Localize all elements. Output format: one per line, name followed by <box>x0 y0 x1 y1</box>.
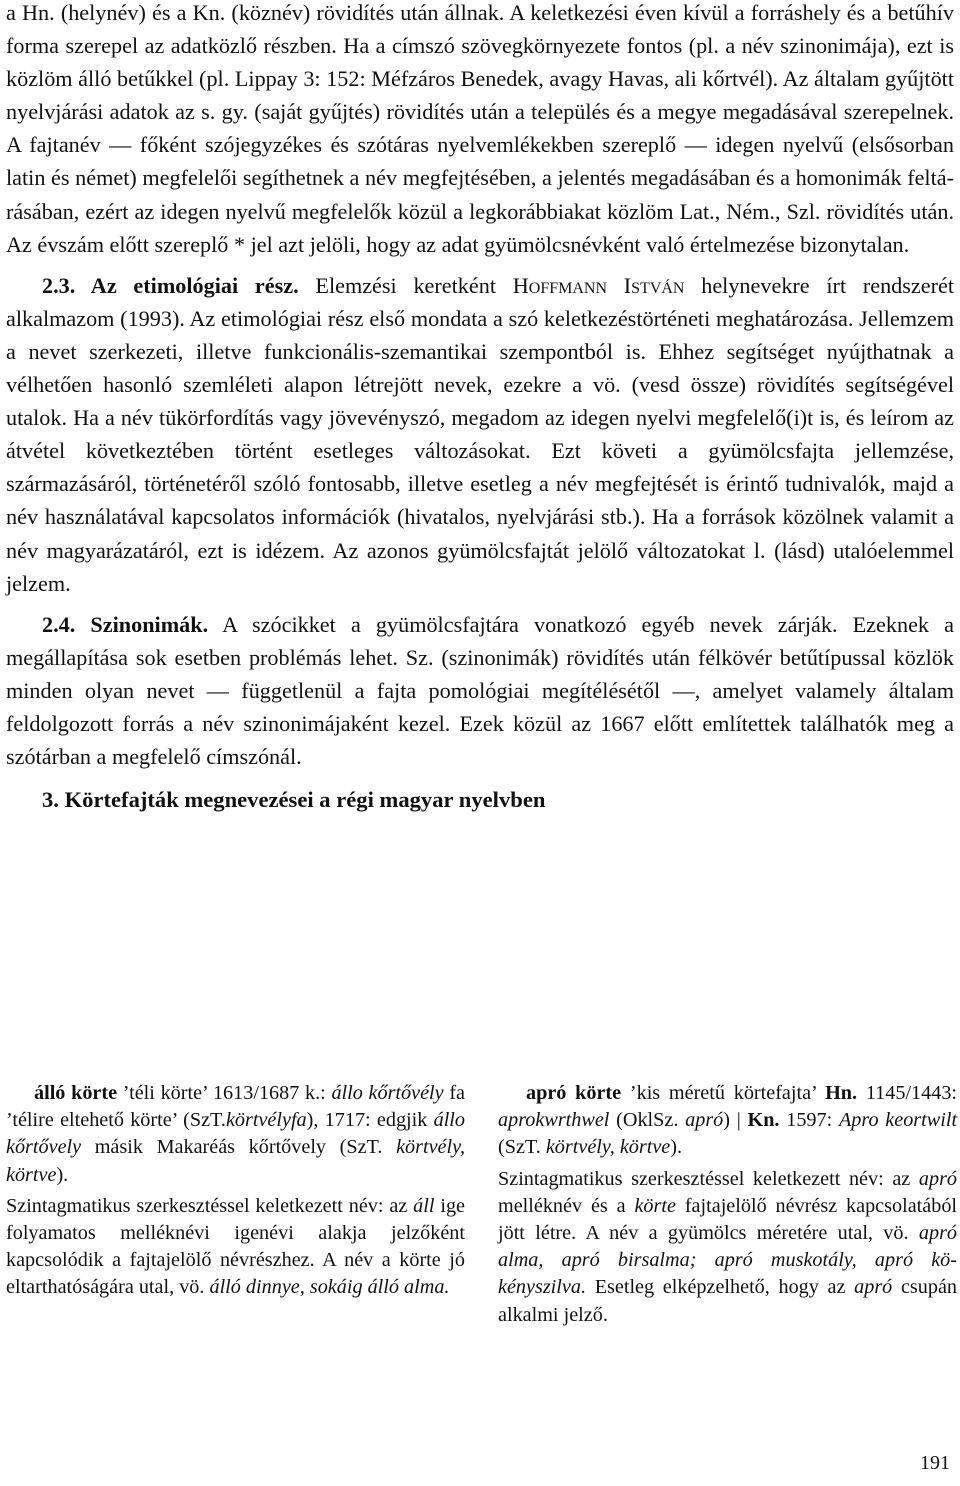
entry-text: ’kis méretű körtefajta’ <box>629 1082 817 1104</box>
entry-text: másik Makaréás kőrtővely (SzT. <box>94 1136 383 1159</box>
entry-allo-korte <box>6 1080 465 1189</box>
entry-text: (OklSz. <box>616 1109 679 1132</box>
entry-text: (SzT. <box>498 1136 541 1159</box>
section-2-4 <box>6 608 954 773</box>
entry-citation: állo kőrtővely <box>6 1109 466 1159</box>
section-2-3-label: 2.3. Az etimológiai rész. <box>42 272 299 298</box>
intro-text-a: a Hn. (helynév) és a Kn. (köznév) rövidítés után állnak. A keletkezési éven kívül a forráshely és a betűhív forma szerepel az adatközlő részben. Ha a címszó szövegkörnyezete fontos (pl. a név szinonimája), ezt is közlöm álló betűkkel (pl. Lippay 3: 152: Méfzáros Benedek, avagy Havas, ali kőrtvél). Az általam gyűjtött nyelvjárási adatok az s. gy. (saját gyűjtés) rövidítés után a település és a megye megadásával szerepelnek. <box>6 0 954 125</box>
etymology-example: körte <box>634 1194 676 1217</box>
headword-allo-korte: álló körte <box>34 1082 118 1104</box>
page-body <box>6 0 954 815</box>
entry-apro-korte <box>498 1080 957 1162</box>
abbr-kn: Kn. <box>747 1109 780 1132</box>
section-3-title: 3. Körtefajták megnevezései a régi magyar nyelvben <box>42 787 546 813</box>
entry-citation: körtvélyfa <box>225 1109 307 1132</box>
right-column <box>498 1080 957 1329</box>
page-number: 191 <box>920 1452 950 1474</box>
author-name: Hoffmann István <box>512 272 685 298</box>
intro-paragraph <box>6 0 954 261</box>
section-2-3 <box>6 269 954 600</box>
entry-citation: Apro keortwilt <box>838 1109 958 1132</box>
etymology-example: apró <box>918 1167 958 1190</box>
intro-text-b: A fajtanév — főként szójegyzékes és szótáras nyelvemlékekben szereplő — idegen nyelvű (elsősorban latin és német) megfelelői segíthetnek a név megfejtésében, a jelentés megadásában és a homonimák feltárásában, ezért az idegen nyelvű megfelelők közül a legkorábbiakat közlöm Lat., Ném., Szl. rövidítés után. Az évszám előtt szereplő * jel azt jelöli, hogy az adat gyümölcsnévként való értelmezése bizonytalan. <box>6 132 954 257</box>
abbr-hn: Hn. <box>825 1082 858 1104</box>
etymology-text: Szintagmatikus szerkesztéssel keletkezett név: az <box>498 1167 911 1190</box>
etymology-allo-korte <box>6 1193 465 1302</box>
etymology-text: Esetleg elképzelhető, hogy az <box>594 1276 846 1299</box>
entry-text: fa ’télire eltehető körte’ (SzT. <box>6 1082 466 1132</box>
entry-text: ) | <box>723 1109 741 1132</box>
etymology-example: apró <box>854 1276 893 1299</box>
left-column <box>6 1080 465 1302</box>
section-2-3-text-a: Elemzési keretként <box>315 272 496 298</box>
etymology-text: csupán alkalmi jelző. <box>498 1276 958 1326</box>
headword-apro-korte: apró körte <box>526 1082 622 1104</box>
etymology-text: melléknév és a <box>498 1194 626 1217</box>
entry-citation: aprokwrthwel <box>498 1109 610 1132</box>
entry-text: 1145/1443: <box>865 1082 958 1104</box>
entry-citation: körtvély, körtve <box>6 1136 466 1186</box>
entry-text: ), 1717: edgjik <box>306 1109 428 1132</box>
etymology-example: apró alma, apró birsalma; apró muskotály, apró kökényszilva. <box>498 1222 958 1299</box>
entry-text: ’téli körte’ 1613/1687 k.: <box>122 1082 326 1104</box>
etymology-example: álló dinnye, sokáig álló alma. <box>209 1276 450 1299</box>
etymology-text: fajtajelölő névrész kapcsolatából jött létre. A név a gyümölcs méretére utal, vö. <box>498 1194 958 1245</box>
entry-citation: apró <box>685 1109 724 1132</box>
entry-text: 1597: <box>786 1109 833 1132</box>
section-2-3-text-b: helynevekre írt rendszerét alkalmazom (1993). Az etimológiai rész első mondata a szó keletkezéstörténeti meghatározása. Jellemzem a nevet szerkezeti, illetve funkcionális-szemantikai szempontból is. Ehhez segítséget nyújthatnak a vélhetően hasonló szemléleti alapon létrejött nevek, ezekre a vö. (vesd össze) rövidítés segítségével utalok. Ha a név tükörfordítás vagy jövevényszó, megadom az idegen nyelvi megfelelő(i)t is, és leírom az átvétel következtében történt esetleges változásokat. Ezt követi a gyümölcsfajta jellemzése, származásáról, történetéről szóló fontosabb, illetve esetleg a név megfejtését is érintő tudnivalók, majd a név használatával kapcsolatos információk (hivatalos, nyelvjárási stb.). Ha a források közölnek valamit a név magyarázatáról, ezt is idézem. Az azonos gyümölcsfajtát jelölő változatokat l. (lásd) utalóelemmel jelzem. <box>6 272 955 596</box>
etymology-example: áll <box>413 1194 435 1217</box>
section-2-4-text: A szócikket a gyümölcsfajtára vonatkozó egyéb nevek zárják. Ezeknek a megállapítása sok esetben problémás lehet. Sz. (szinonimák) rövidítés után félkövér betűtípussal közlök minden olyan nevet — függetlenül a fajta pomológiai megítélésétől —, amelyet valamely általam feldolgozott forrás a név szinonimájaként kezel. Ezek közül az 1667 előtt említettek találhatók meg a szótárban a megfelelő címszónál. <box>6 611 954 770</box>
etymology-text: Szintagmatikus szerkesztéssel keletkezett név: az <box>6 1194 408 1217</box>
entry-citation: állo kőrtővély <box>331 1082 444 1104</box>
etymology-apro-korte <box>498 1166 957 1329</box>
entry-text: ). <box>56 1163 69 1186</box>
entry-citation: körtvély, körtve <box>545 1136 671 1159</box>
section-2-4-label: 2.4. Szinonimák. <box>42 611 209 637</box>
entry-text: ). <box>670 1136 683 1159</box>
etymology-text: ige folyamatos melléknévi igenévi alakja jelzőként kapcsolódik a fajtajelölő névrészhez. A név a körte jó eltarthatóságára utal, vö. <box>6 1194 466 1299</box>
